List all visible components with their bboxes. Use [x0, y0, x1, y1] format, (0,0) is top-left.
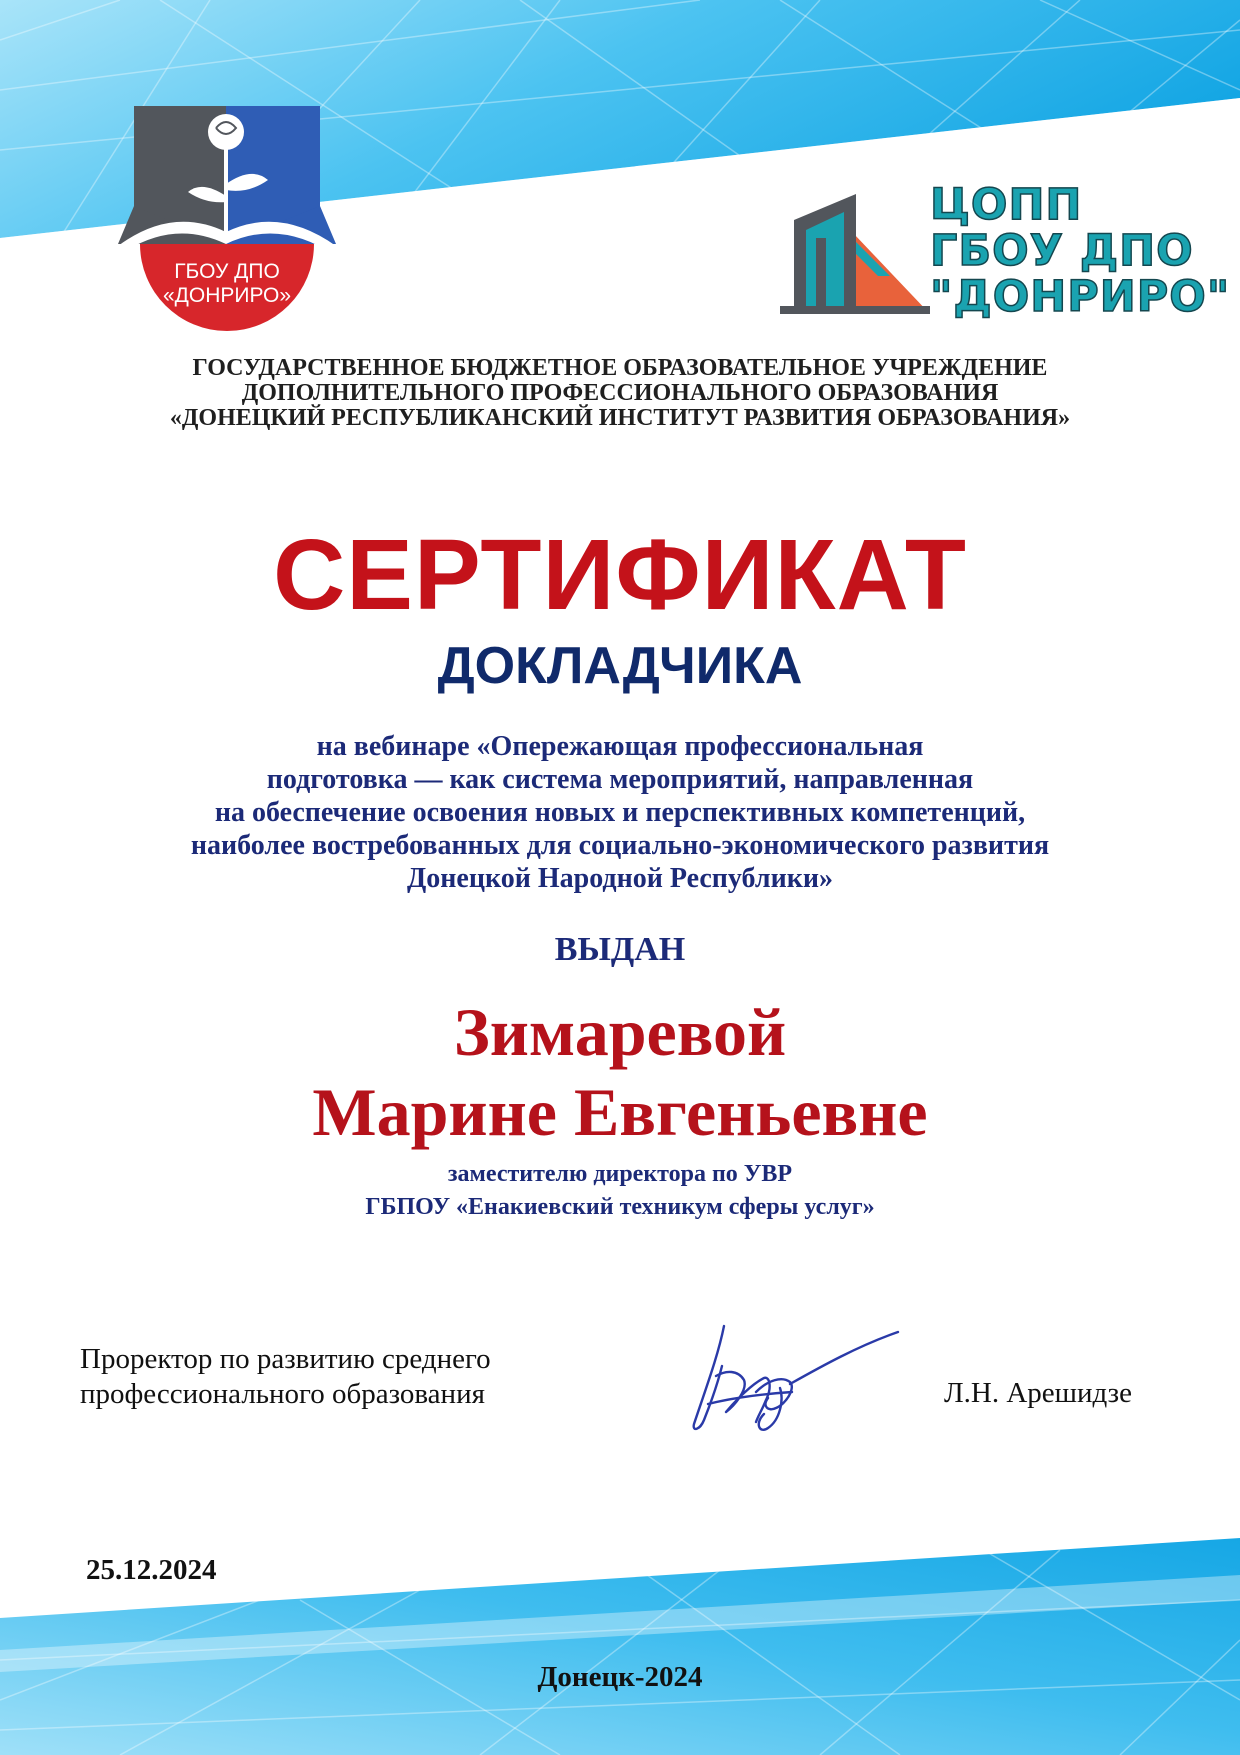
signer-title	[80, 1342, 491, 1412]
event-line: подготовка — как система мероприятий, направленная	[266, 764, 974, 795]
event-line: Донецкой Народной Республики»	[407, 863, 833, 894]
copp-logo-line1: ЦОПП	[930, 180, 1083, 230]
signer-title-line: профессионального образования	[80, 1378, 485, 1410]
event-line: на вебинаре «Опережающая профессиональная	[316, 731, 924, 762]
building-blocks-icon	[780, 194, 930, 319]
recipient-surname: Зимаревой	[453, 994, 787, 1070]
signer-name: Л.Н. Арешидзе	[944, 1377, 1132, 1409]
certificate-subtitle: ДОКЛАДЧИКА	[437, 637, 803, 695]
logo-left-text-line2: «ДОНРИРО»	[162, 284, 292, 307]
logo-left-text-line1: ГБОУ ДПО	[174, 260, 280, 283]
position-line: ГБПОУ «Енакиевский техникум сферы услуг»	[365, 1194, 875, 1220]
organization-line: «ДОНЕЦКИЙ РЕСПУБЛИКАНСКИЙ ИНСТИТУТ РАЗВИТИЯ ОБРАЗОВАНИЯ»	[169, 405, 1071, 431]
handwritten-signature	[672, 1296, 912, 1446]
certificate-title: СЕРТИФИКАТ	[273, 519, 967, 631]
recipient-position	[0, 1158, 1240, 1224]
copp-logo-text	[930, 182, 1230, 320]
organization-name	[0, 356, 1240, 431]
recipient-name	[0, 992, 1240, 1152]
signer-title-line: Проректор по развитию среднего	[80, 1343, 491, 1375]
organization-line: ГОСУДАРСТВЕННОЕ БЮДЖЕТНОЕ ОБРАЗОВАТЕЛЬНОЕ УЧРЕЖДЕНИЕ	[192, 355, 1048, 381]
position-line: заместителю директора по УВР	[447, 1161, 793, 1187]
recipient-given-names: Марине Евгеньевне	[312, 1074, 928, 1150]
rose-icon	[208, 114, 244, 150]
issue-date: 25.12.2024	[86, 1554, 217, 1586]
event-line: на обеспечение освоения новых и перспективных компетенций,	[214, 797, 1026, 828]
copp-logo	[780, 180, 1231, 332]
organization-line: ДОПОЛНИТЕЛЬНОГО ПРОФЕССИОНАЛЬНОГО ОБРАЗОВАНИЯ	[241, 380, 999, 406]
event-line: наиболее востребованных для социально-экономического развития	[190, 830, 1050, 861]
copp-logo-line3: "ДОНРИРО"	[930, 272, 1231, 322]
copp-logo-line2: ГБОУ ДПО	[930, 226, 1194, 276]
city-year: Донецк-2024	[537, 1661, 703, 1693]
event-description	[0, 730, 1240, 895]
issued-label: ВЫДАН	[554, 931, 686, 968]
donriro-emblem-logo	[118, 106, 336, 334]
